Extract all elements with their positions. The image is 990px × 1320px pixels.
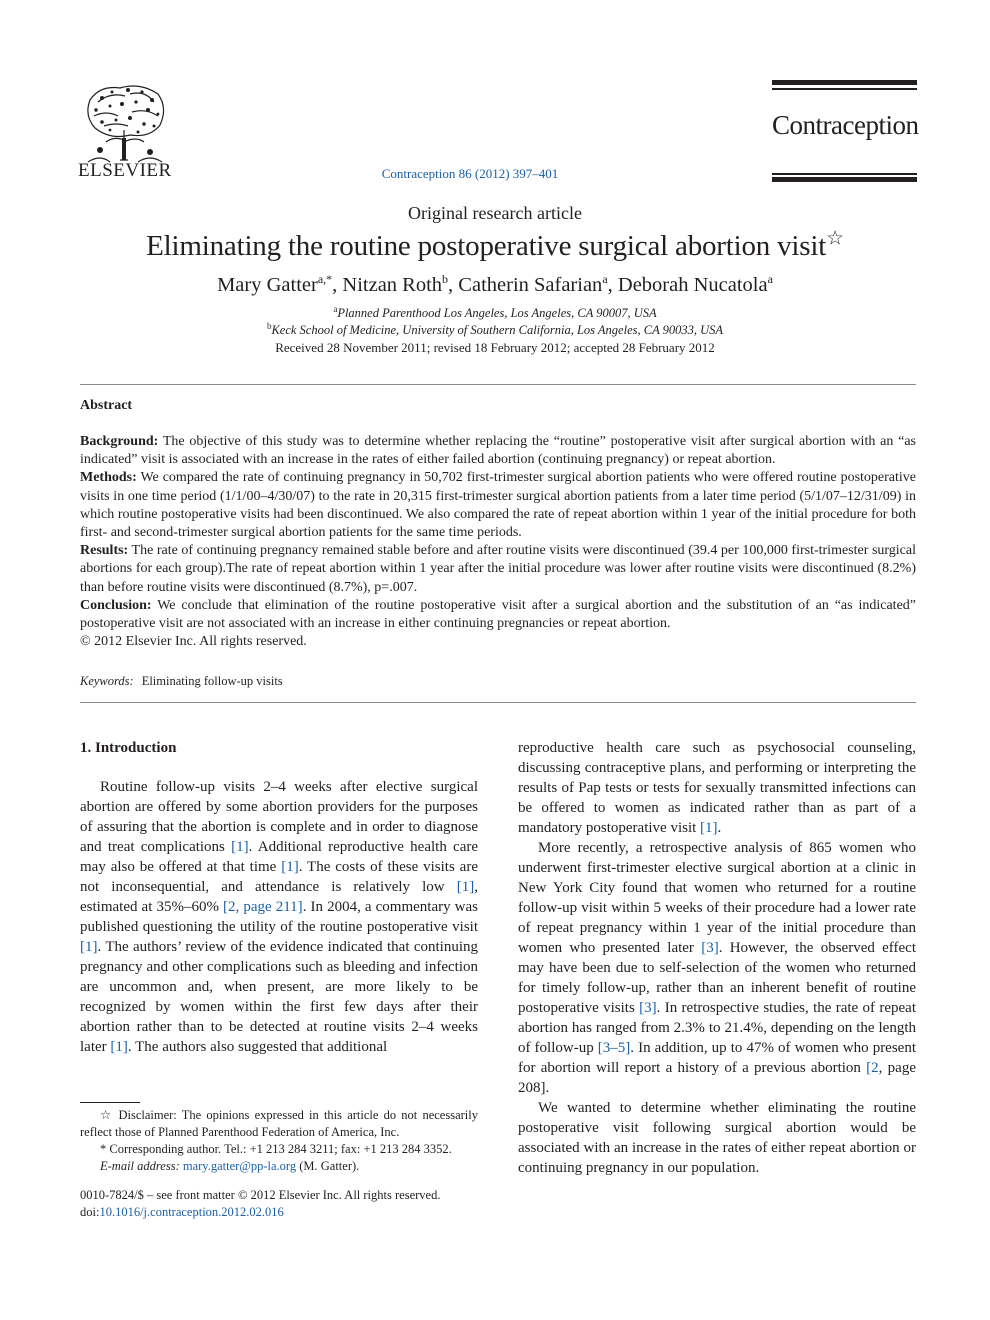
abstract-methods <box>80 469 916 542</box>
abstract-text: The objective of this study was to determine whether replacing the “routine” postoperative visit after surgical abortion with an “as indicated” visit is associated with an increase in the rates of either failed abortion (continuing pregnancy) or repeat abortion. <box>80 434 916 468</box>
author-affiliation-mark[interactable]: b <box>442 272 449 286</box>
footnote-email <box>80 1158 478 1175</box>
paragraph-text: . The authors’ review of the evidence indicated that continuing pregnancy and other complications such as bleeding and infection are uncommon and, when present, are more likely to be recognized by women within the first few days after their abortion rather than to be detected at routine visits 2–4 weeks later <box>80 939 478 1055</box>
paragraph-text: . In addition, up to 47% of women who present for abortion will report a history of a previous abortion <box>518 1040 917 1076</box>
citation-link[interactable]: [3–5] <box>597 1040 631 1056</box>
author-affiliation-mark[interactable]: a,* <box>317 272 333 286</box>
paragraph-text: Routine follow-up visits 2–4 weeks after elective surgical abortion are offered by some abortion providers for the purposes of assuring that the abortion is complete and in order to diagnose and treat complications <box>80 779 478 855</box>
abstract-text: We conclude that elimination of the routine postoperative visit after a surgical abortion and the substitution of an “as indicated” postoperative visit are not associated with an increase in either continuing pregnancies or repeat abortion. <box>80 597 917 632</box>
author-list: Mary Gatter$^{a,*}$, Nitzan Roth$^b$, Catherin Safarian$^a$, Deborah Nucatola$^a$ <box>217 272 773 296</box>
journal-rule-top-thin <box>772 88 917 90</box>
divider <box>80 384 916 385</box>
journal-rule-bottom-thin <box>772 173 917 175</box>
body-column-left <box>80 738 478 1057</box>
affiliation-mark: a <box>333 304 338 314</box>
publisher-wordmark: ELSEVIER <box>78 160 172 181</box>
affiliation-text: Planned Parenthood Los Angeles, Los Angeles, CA 90007, USA <box>337 306 657 321</box>
email-label: E-mail address: <box>100 1159 180 1173</box>
footnote-disclaimer <box>80 1107 478 1141</box>
body-column-right <box>518 738 916 1178</box>
divider <box>80 702 916 703</box>
citation-link[interactable]: [3] <box>701 940 719 956</box>
abstract-label: Methods: <box>80 470 137 486</box>
paragraph-text: . However, the observed effect may have been due to self-selection of the women who returned for timely follow-up, rather than an inherent benefit of routine postoperative visits <box>518 940 916 1016</box>
citation-link[interactable]: [2 <box>866 1060 879 1076</box>
footnote-mark: * <box>100 1142 107 1156</box>
citation-link[interactable]: [1] <box>700 820 718 836</box>
author-name: Catherin Safarian <box>458 273 603 296</box>
footnote-text: Disclaimer: The opinions expressed in this article do not necessarily reflect those of Planned Parenthood Federation of America, Inc. <box>80 1108 478 1139</box>
citation-link[interactable]: [1] <box>110 1039 128 1055</box>
paragraph-text: More recently, a retrospective analysis of 865 women who underwent first-trimester elective surgical abortion at a clinic in New York City found that women who returned for a routine follow-up visit within 5 weeks of their procedure had a lower rate of repeat pregnancy within 1 year of the initial procedure than women who presented later <box>518 840 916 956</box>
footnote-corresponding <box>80 1141 478 1158</box>
doi-label: doi: <box>80 1205 100 1219</box>
affiliation-text: Keck School of Medicine, University of Southern California, Los Angeles, CA 90033, USA <box>271 323 724 338</box>
affiliation <box>0 304 990 321</box>
footnote-rule <box>80 1102 140 1103</box>
paragraph <box>518 838 916 1098</box>
received-dates: Received 28 November 2011; revised 18 February 2012; accepted 28 February 2012 <box>275 340 715 355</box>
citation-link[interactable]: [3] <box>639 1000 657 1016</box>
section-heading: 1. Introduction <box>80 740 177 756</box>
citation-link[interactable]: [1] <box>80 939 98 955</box>
journal-rule-top <box>772 80 917 85</box>
front-matter <box>80 1187 478 1221</box>
keywords-label: Keywords: <box>80 674 134 688</box>
journal-citation-link[interactable]: Contraception 86 (2012) 397–401 <box>381 166 559 181</box>
doi-link[interactable]: 10.1016/j.contraception.2012.02.016 <box>99 1205 284 1219</box>
article-title <box>0 227 990 263</box>
article-type: Original research article <box>408 203 582 223</box>
title-footnote-star-icon[interactable]: ☆ <box>826 227 844 250</box>
paragraph-text: , page 208]. <box>518 1060 916 1096</box>
paragraph-text: . <box>717 820 722 836</box>
citation-link[interactable]: [1] <box>231 839 249 855</box>
keywords-value: Eliminating follow-up visits <box>141 674 283 688</box>
author-affiliation-mark[interactable]: a <box>767 272 773 286</box>
affiliation <box>0 321 990 338</box>
paragraph <box>518 738 916 838</box>
doi-line <box>80 1204 478 1221</box>
paragraph-text: . The authors also suggested that additional <box>127 1039 388 1055</box>
paragraph-text: . Additional reproductive health care may also be offered at that time <box>80 839 479 875</box>
author-name: Deborah Nucatola <box>617 273 768 296</box>
citation-link[interactable]: [2, page 211] <box>223 899 303 915</box>
author-name: Mary Gatter <box>217 273 318 296</box>
front-matter-text: 0010-7824/$ – see front matter © 2012 Elsevier Inc. All rights reserved. <box>80 1188 441 1202</box>
paragraph-text: . The costs of these visits are not inconsequential, and attendance is relatively low <box>80 859 478 895</box>
paragraph-text: . In 2004, a commentary was published questioning the utility of the routine postoperative visit <box>80 899 479 935</box>
abstract-text: We compared the rate of continuing pregnancy in 50,702 first-trimester surgical abortion patients who were offered routine postoperative visits in one time period (1/1/00–4/30/07) to the rate in 20,315 first-trimester surgical abortion patients from a later time period (5/1/07–12/31/09) in which routine postoperative visits had been discontinued. We also compared the rate of repeat abortion within 1 year of the initial procedure for both first- and second-trimester surgical abortion patients for the same time periods. <box>80 470 916 541</box>
article-title-text: Eliminating the routine postoperative surgical abortion visit <box>146 230 827 262</box>
author-name: Nitzan Roth <box>342 273 443 296</box>
abstract-results <box>80 542 916 597</box>
citation-link[interactable]: [1] <box>456 879 475 895</box>
abstract-background <box>80 433 916 469</box>
abstract-heading: Abstract <box>80 398 133 413</box>
keywords <box>80 674 283 689</box>
abstract-label: Results: <box>80 543 129 559</box>
footnote-text: (M. Gatter). <box>296 1159 360 1173</box>
paragraph: We wanted to determine whether eliminating the routine postoperative visit following surgical abortion would be associated with an increase in the rates of either repeat abortion or continuing pregnancy in our population. <box>518 1100 916 1176</box>
paragraph-text: . In retrospective studies, the rate of repeat abortion has ranged from 2.3% to 21.4%, depending on the length of follow-up <box>518 1000 916 1056</box>
abstract-conclusion <box>80 597 916 633</box>
abstract-copyright: © 2012 Elsevier Inc. All rights reserved. <box>80 634 307 650</box>
paragraph <box>80 777 478 1057</box>
journal-rule-bottom <box>772 177 917 182</box>
abstract-label: Conclusion: <box>80 597 152 613</box>
abstract-label: Background: <box>80 434 159 449</box>
author-affiliation-mark[interactable]: a <box>602 272 608 286</box>
abstract-text: The rate of continuing pregnancy remained stable before and after routine visits were discontinued (39.4 per 100,000 first-trimester surgical abortions for each group).The rate of repeat abortion within 1 year after the initial procedure was lower after routine visits were discontinued (8.2%) than before routine visits were discontinued (8.7%), p=.007. <box>80 543 917 595</box>
footnotes <box>80 1107 478 1175</box>
footnote-text: Corresponding author. Tel.: +1 213 284 3211; fax: +1 213 284 3352. <box>109 1142 452 1156</box>
paragraph-text: , estimated at 35%–60% <box>80 879 478 915</box>
email-link[interactable]: mary.gatter@pp-la.org <box>182 1159 297 1173</box>
paragraph-text: reproductive health care such as psychosocial counseling, discussing contraceptive plans, and performing or interpreting the results of Pap tests or tests for sexually transmitted infections can be offered to women as indicated rather than as part of a mandatory postoperative visit <box>518 740 916 836</box>
journal-name: Contraception <box>772 110 919 140</box>
abstract-body <box>80 433 916 651</box>
footnote-star-icon: ☆ <box>100 1108 114 1122</box>
citation-link[interactable]: [1] <box>281 859 299 875</box>
affiliation-mark: b <box>266 321 272 331</box>
